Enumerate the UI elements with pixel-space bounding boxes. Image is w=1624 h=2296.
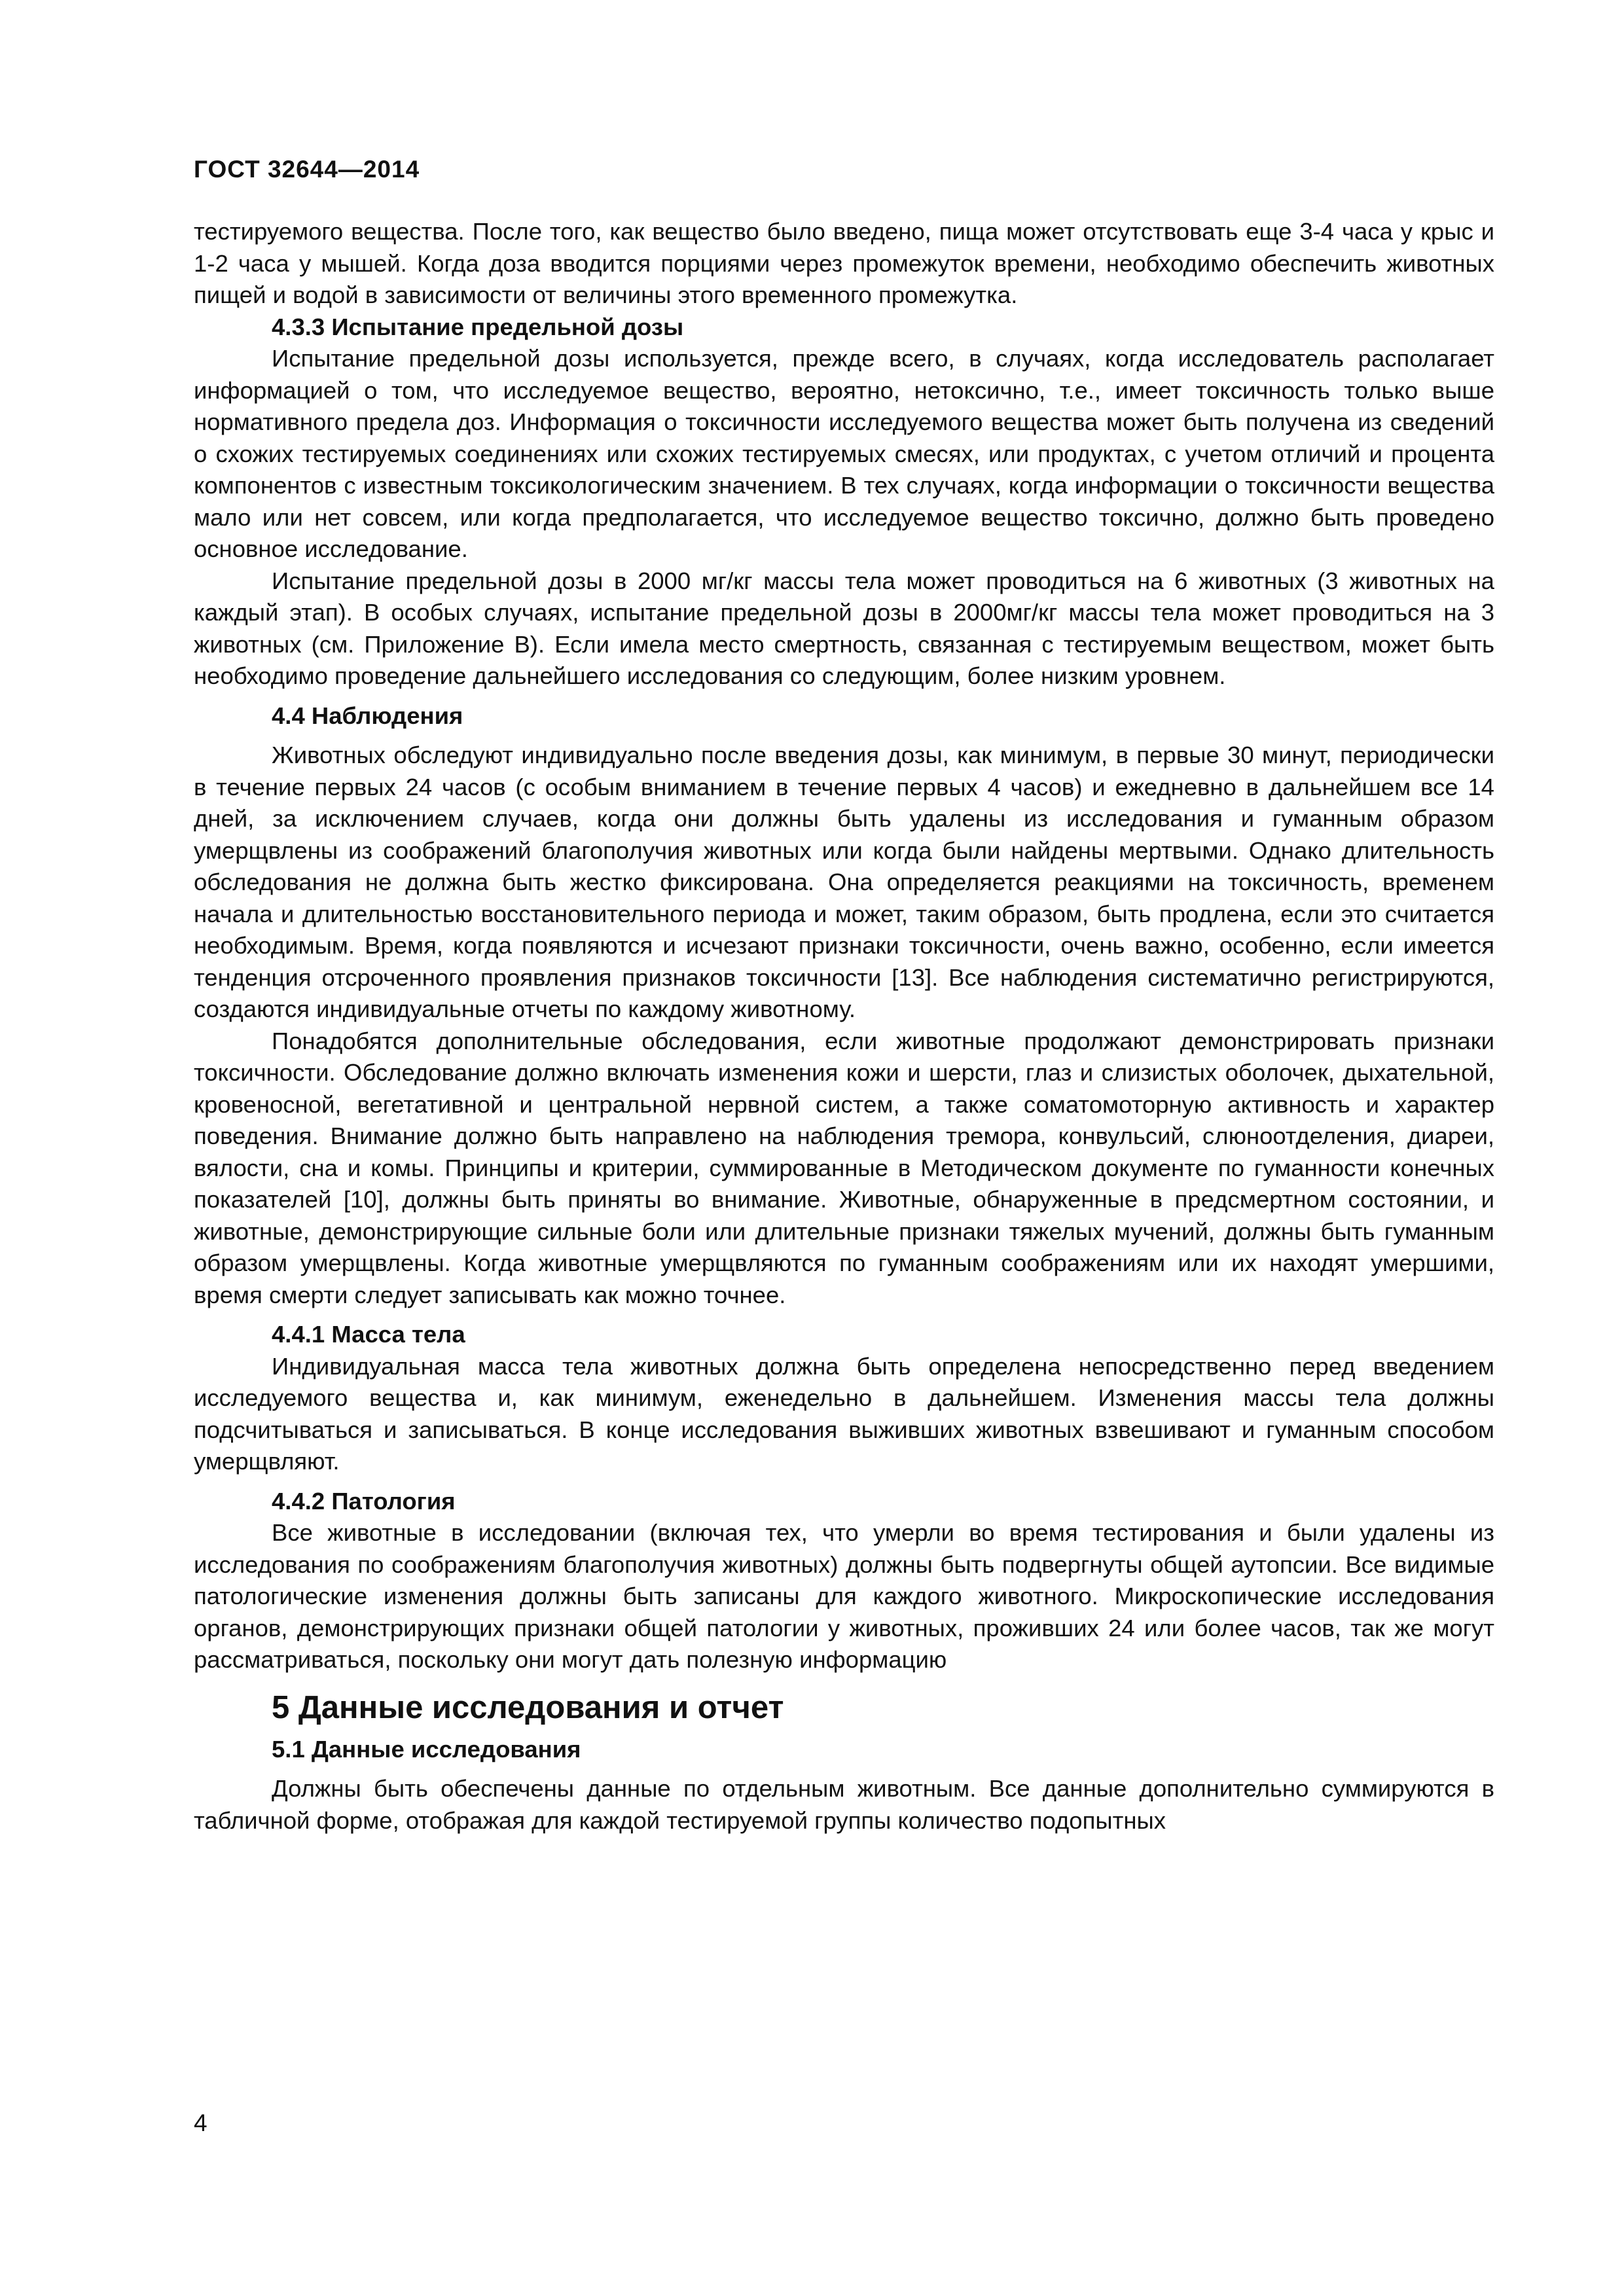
page-number: 4 [194,2109,208,2136]
paragraph-4-3-3-1: Испытание предельной дозы используется, прежде всего, в случаях, когда исследователь располагает информацией о том, что исследуемое вещество, вероятно, нетоксично, т.е., имеет токсичность только выше нормативного предела доз. Информация о токсичности исследуемого вещества может быть получена из сведений о схожих тестируемых соединениях или схожих тестируемых смесях, или продуктах, с учетом отличий и процента компонентов с известным токсикологическим значением. В тех случаях, когда информации о токсичности вещества мало или нет совсем, или когда предполагается, что исследуемое вещество токсично, должно быть проведено основное исследование. [194,345,1494,562]
paragraph-intro: тестируемого вещества. После того, как вещество было введено, пища может отсутствовать еще 3-4 часа у крыс и 1-2 часа у мышей. Когда доза вводится порциями через промежуток времени, необходимо обеспечить животных пищей и водой в зависимости от величины этого временного промежутка. [194,218,1494,308]
paragraph-4-4-2: Понадобятся дополнительные обследования, если животные продолжают демонстрировать признаки токсичности. Обследование должно включать изменения кожи и шерсти, глаз и слизистых оболочек, дыхательной, кровеносной, вегетативной и центральной нервной систем, а также соматомоторную активность и характер поведения. Внимание должно быть направлено на наблюдения тремора, конвульсий, слюноотделения, диареи, вялости, сна и комы. Принципы и критерии, суммированные в Методическом документе по гуманности конечных показателей [10], должны быть приняты во внимание. Животные, обнаруженные в предсмертном состоянии, и животные, демонстрирующие сильные боли или длительные признаки тяжелых мучений, должны быть гуманным образом умерщвлены. Когда животные умерщвляются по гуманным соображениям или их находят умершими, время смерти следует записывать как можно точнее. [194,1027,1494,1308]
heading-4-4: 4.4 Наблюдения [272,702,463,729]
paragraph-4-4-2-body: Все животные в исследовании (включая тех, что умерли во время тестирования и были удалены из исследования по соображениям благополучия животных) должны быть подвергнуты общей аутопсии. Все видимые патологические изменения должны быть записаны для каждого животного. Микроскопические исследования органов, демонстрирующих признаки общей патологии у животных, проживших 24 или более часов, так же могут рассматриваться, поскольку они могут дать полезную информацию [194,1519,1494,1673]
document-body [194,216,1494,1837]
document-header: ГОСТ 32644—2014 [194,156,420,183]
heading-4-4-2: 4.4.2 Патология [272,1487,456,1515]
paragraph-4-4-1-body: Индивидуальная масса тела животных должна быть определена непосредственно перед введением исследуемого вещества и, как минимум, еженедельно в дальнейшем. Изменения массы тела должны подсчитываться и записываться. В конце исследования выживших животных взвешивают и гуманным способом умерщвляют. [194,1352,1494,1475]
heading-5: 5 Данные исследования и отчет [272,1689,784,1725]
paragraph-4-4-1: Животных обследуют индивидуально после введения дозы, как минимум, в первые 30 минут, периодически в течение первых 24 часов (с особым вниманием в течение первых 4 часов) и ежедневно в дальнейшем все 14 дней, за исключением случаев, когда они должны быть удалены из исследования и гуманным образом умерщвлены из соображений благополучия животных или когда были найдены мертвыми. Однако длительность обследования не должна быть жестко фиксирована. Она определяется реакциями на токсичность, временем начала и длительностью восстановительного периода и может, таким образом, быть продлена, если это считается необходимым. Время, когда появляются и исчезают признаки токсичности, очень важно, особенно, если имеется тенденция отсроченного проявления признаков токсичности [13]. Все наблюдения систематично регистрируются, создаются индивидуальные отчеты по каждому животному. [194,742,1494,1022]
paragraph-5-1: Должны быть обеспечены данные по отдельным животным. Все данные дополнительно суммируются в табличной форме, отображая для каждой тестируемой группы количество подопытных [194,1775,1494,1834]
heading-4-4-1: 4.4.1 Масса тела [272,1321,465,1348]
paragraph-4-3-3-2: Испытание предельной дозы в 2000 мг/кг массы тела может проводиться на 6 животных (3 животных на каждый этап). В особых случаях, испытание предельной дозы в 2000мг/кг массы тела может проводиться на 3 животных (см. Приложение В). Если имела место смертность, связанная с тестируемым веществом, может быть необходимо проведение дальнейшего исследования со следующим, более низким уровнем. [194,567,1494,689]
heading-5-1: 5.1 Данные исследования [272,1735,581,1763]
heading-4-3-3: 4.3.3 Испытание предельной дозы [272,313,684,340]
